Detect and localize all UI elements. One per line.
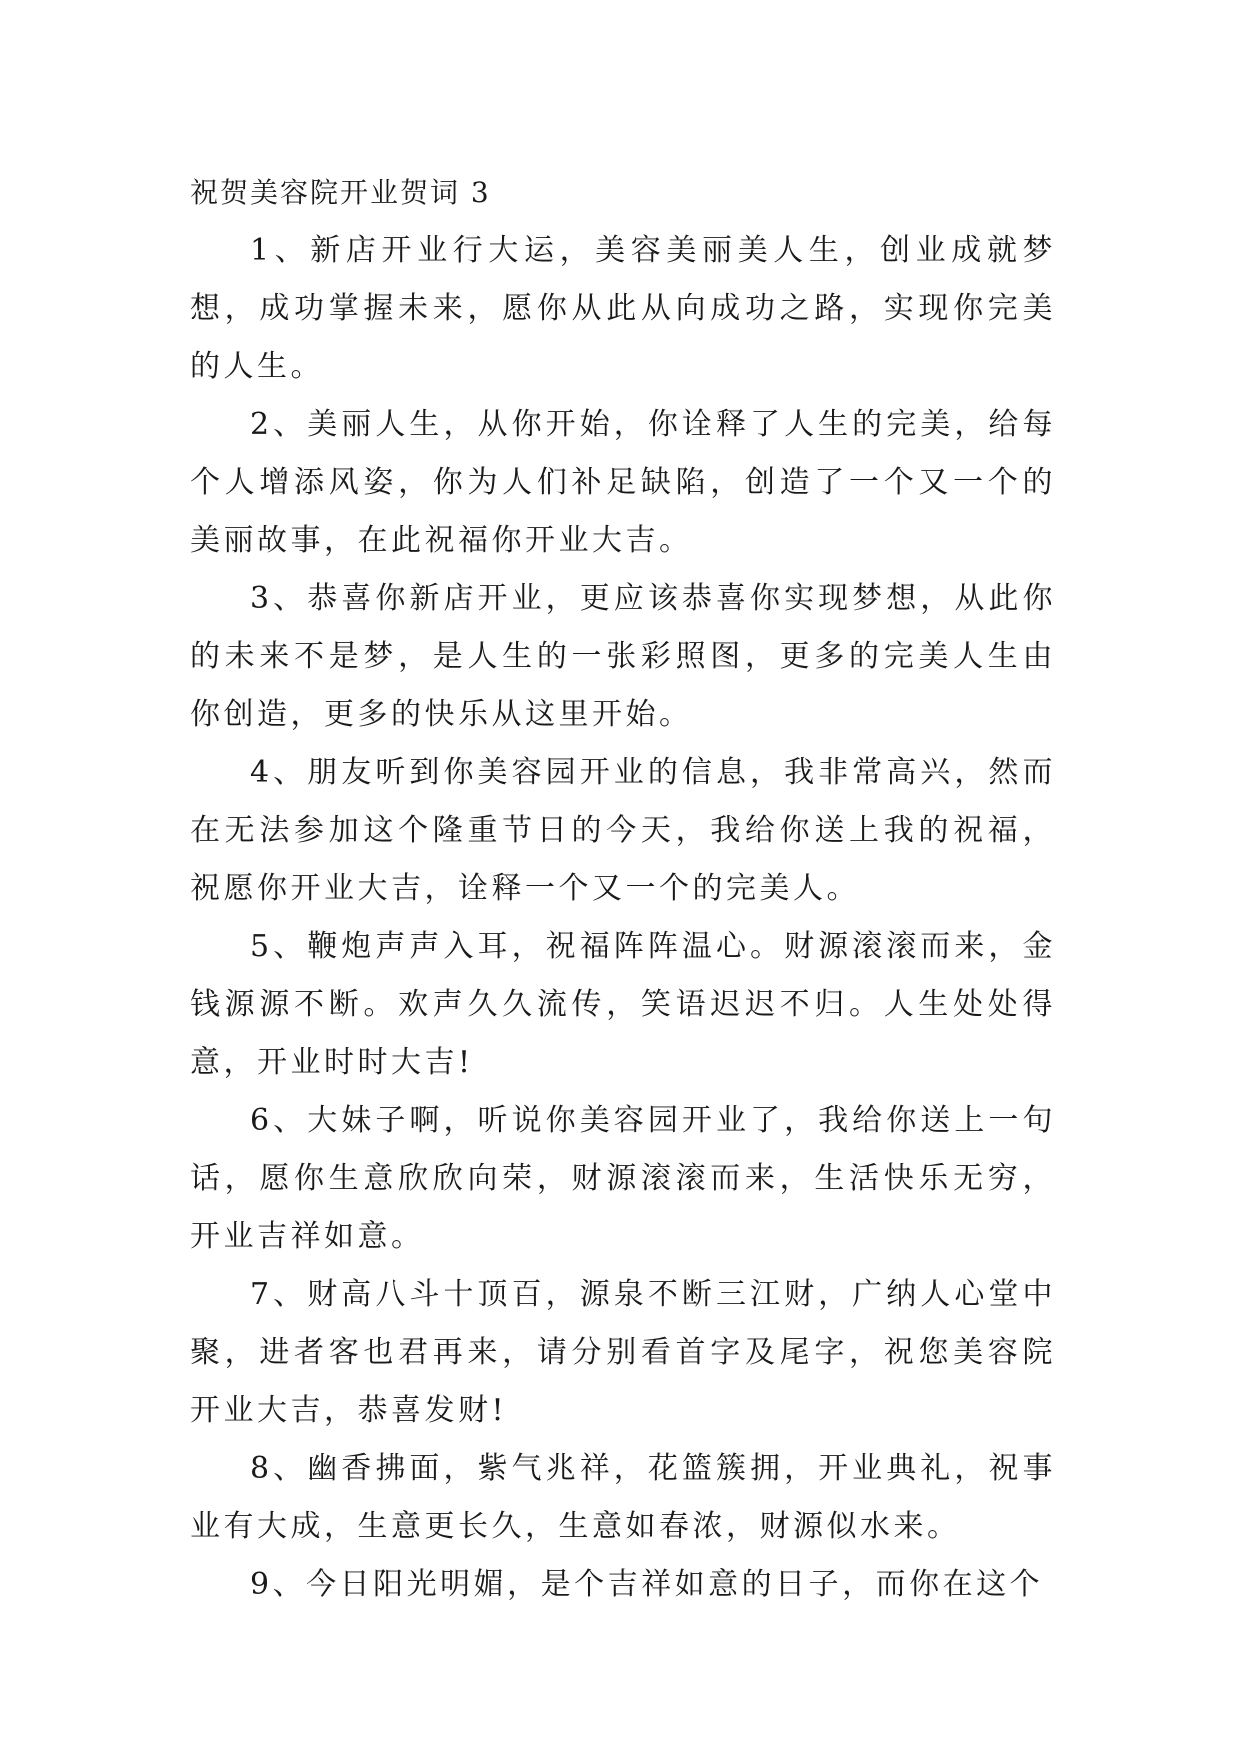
paragraph-4: 4、朋友听到你美容园开业的信息，我非常高兴，然而在无法参加这个隆重节日的今天，我给你送上我的祝福，祝愿你开业大吉，诠释一个又一个的完美人。	[190, 755, 1056, 906]
document-title: 祝贺美容院开业贺词 3	[190, 176, 491, 209]
paragraph-2: 2、美丽人生，从你开始，你诠释了人生的完美，给每个人增添风姿，你为人们补足缺陷，创造了一个又一个的美丽故事，在此祝福你开业大吉。	[190, 407, 1056, 558]
paragraph-5: 5、鞭炮声声入耳，祝福阵阵温心。财源滚滚而来，金钱源源不断。欢声久久流传，笑语迟迟不归。人生处处得意，开业时时大吉!	[190, 929, 1056, 1080]
paragraph-6: 6、大妹子啊，听说你美容园开业了，我给你送上一句话，愿你生意欣欣向荣，财源滚滚而来，生活快乐无穷，开业吉祥如意。	[190, 1103, 1056, 1254]
paragraph-1: 1、新店开业行大运，美容美丽美人生，创业成就梦想，成功掌握未来，愿你从此从向成功之路，实现你完美的人生。	[190, 233, 1056, 384]
paragraph-7: 7、财高八斗十顶百，源泉不断三江财，广纳人心堂中聚，进者客也君再来，请分别看首字及尾字，祝您美容院开业大吉，恭喜发财!	[190, 1277, 1056, 1428]
paragraph-8: 8、幽香拂面，紫气兆祥，花篮簇拥，开业典礼，祝事业有大成，生意更长久，生意如春浓，财源似水来。	[190, 1451, 1056, 1544]
paragraph-3: 3、恭喜你新店开业，更应该恭喜你实现梦想，从此你的未来不是梦，是人生的一张彩照图，更多的完美人生由你创造，更多的快乐从这里开始。	[190, 581, 1056, 732]
document-page	[190, 164, 1056, 1614]
paragraph-9: 9、今日阳光明媚，是个吉祥如意的日子，而你在这个	[250, 1567, 1044, 1602]
